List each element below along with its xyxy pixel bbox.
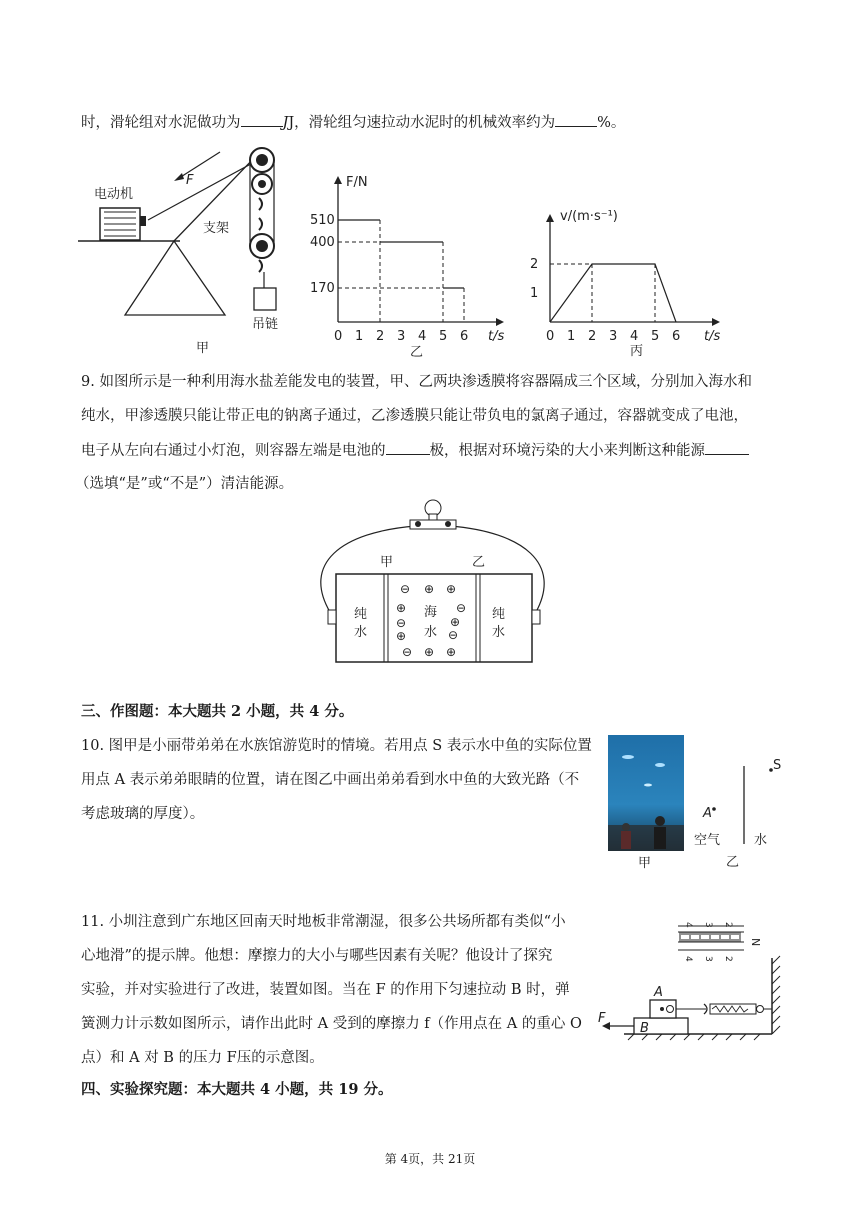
right-water-1: 纯 <box>492 607 506 622</box>
q9-line-3 <box>81 440 749 461</box>
spring-scale-icon <box>710 1004 756 1014</box>
svg-text:2: 2 <box>723 956 733 962</box>
yi-xtick-2: 2 <box>376 329 385 344</box>
left-water-2: 水 <box>354 625 368 640</box>
svg-text:⊖: ⊖ <box>402 645 413 659</box>
q8-text-mid: J，滑轮组匀速拉动水泥时的机械效率约为 <box>288 115 556 131</box>
yi-xtick-0: 0 <box>334 329 343 344</box>
spring-scale-magnified <box>678 922 762 962</box>
q9-blank-clean[interactable] <box>705 440 749 455</box>
svg-text:⊖: ⊖ <box>396 616 407 630</box>
caption-yi-10: 乙 <box>726 855 740 870</box>
svg-text:⊕: ⊕ <box>446 582 457 596</box>
figure-salt-battery <box>300 494 560 670</box>
svg-text:⊖: ⊖ <box>448 628 459 642</box>
svg-text:⊕: ⊕ <box>450 615 461 629</box>
bing-xtick-4: 4 <box>630 329 639 344</box>
bing-ytick-2: 2 <box>530 257 539 272</box>
label-b: B <box>640 1021 649 1036</box>
membrane-yi-label: 乙 <box>472 555 486 570</box>
svg-text:⊕: ⊕ <box>424 645 435 659</box>
label-s: S <box>773 758 782 773</box>
q9-line-2: 纯水，甲渗透膜只能让带正电的钠离子通过，乙渗透膜只能让带负电的氯离子通过，容器就变成了电池， <box>81 408 748 424</box>
yi-ytick-170: 170 <box>310 281 335 296</box>
svg-text:⊖: ⊖ <box>400 582 411 596</box>
svg-text:⊖: ⊖ <box>456 601 467 615</box>
label-f-11: F <box>598 1011 606 1026</box>
q8-blank-work[interactable] <box>241 112 283 127</box>
chart-bing-velocity-time <box>520 200 735 360</box>
bing-xtick-3: 3 <box>609 329 618 344</box>
motor-label: 电动机 <box>94 187 134 202</box>
q9-blank-pole[interactable] <box>386 440 430 455</box>
bing-xtick-2: 2 <box>588 329 597 344</box>
figure-yi-refraction <box>690 740 790 872</box>
bing-xtick-5: 5 <box>651 329 660 344</box>
label-water: 水 <box>754 833 768 848</box>
unit-n: N <box>749 938 762 947</box>
right-water-2: 水 <box>492 625 506 640</box>
q8-text-pre: 时，滑轮组对水泥做功为 <box>81 115 241 131</box>
bing-xtick-6: 6 <box>672 329 681 344</box>
svg-text:4: 4 <box>683 922 693 928</box>
mid-water-2: 水 <box>424 625 438 640</box>
figure-friction-setup <box>594 910 786 1042</box>
page-footer: 第 4页，共 21页 <box>384 1152 476 1166</box>
bing-series-line <box>550 264 676 322</box>
mid-water-1: 海 <box>424 605 438 620</box>
chart-yi-force-time <box>300 162 520 360</box>
q8-blank-efficiency[interactable] <box>555 112 597 127</box>
yi-xtick-4: 4 <box>418 329 427 344</box>
bing-xtick-0: 0 <box>546 329 555 344</box>
photo-caption-jia: 甲 <box>638 856 652 870</box>
yi-xtick-3: 3 <box>397 329 406 344</box>
q9-line-4: （选填“是”或“不是”）清洁能源。 <box>75 476 294 492</box>
yi-ylabel: F/N <box>346 175 368 190</box>
svg-text:3: 3 <box>703 922 713 928</box>
yi-xtick-5: 5 <box>439 329 448 344</box>
q11-line-4: 簧测力计示数如图所示，请作出此时 A 受到的摩擦力 f（作用点在 A 的重心 O <box>81 1016 582 1032</box>
svg-text:3: 3 <box>703 956 713 962</box>
center-o <box>660 1007 664 1011</box>
yi-xlabel: t/s <box>488 329 505 344</box>
q11-line-2: 心地滑”的提示牌。他想：摩擦力的大小与哪些因素有关呢？他设计了探究 <box>81 948 553 964</box>
svg-text:⊕: ⊕ <box>424 582 435 596</box>
q11-line-5: 点）和 A 对 B 的压力 F压的示意图。 <box>81 1050 324 1066</box>
svg-text:⊕: ⊕ <box>446 645 457 659</box>
section-4-heading: 四、实验探究题：本大题共 4 小题，共 19 分。 <box>81 1081 393 1098</box>
figure-jia-pulley <box>70 140 310 360</box>
point-a <box>712 807 716 811</box>
q9-line-1: 9. 如图所示是一种利用海水盐差能发电的装置，甲、乙两块渗透膜将容器隔成三个区域，分别加入海水和 <box>81 374 752 390</box>
q8-tail-line <box>81 112 625 133</box>
yi-xtick-1: 1 <box>355 329 364 344</box>
bing-ylabel: v/(m·s⁻¹) <box>560 209 618 224</box>
q8-unit-j: J <box>282 115 289 131</box>
q10-line-2: 用点 A 表示弟弟眼睛的位置，请在图乙中画出弟弟看到水中鱼的大致光路（不 <box>81 772 580 788</box>
caption-yi: 乙 <box>410 345 424 360</box>
label-a-11: A <box>654 985 663 1000</box>
figure-aquarium-photo <box>608 735 688 870</box>
left-water-1: 纯 <box>354 607 368 622</box>
label-air: 空气 <box>694 833 721 848</box>
chain-label: 吊链 <box>252 317 279 332</box>
caption-jia: 甲 <box>196 341 210 356</box>
svg-text:⊕: ⊕ <box>396 601 407 615</box>
cement-block <box>254 288 276 310</box>
svg-text:2: 2 <box>723 922 733 928</box>
yi-xtick-6: 6 <box>460 329 469 344</box>
section-3-heading: 三、作图题：本大题共 2 小题，共 4 分。 <box>81 703 354 720</box>
q11-line-3: 实验，并对实验进行了改进，装置如图。当在 F 的作用下匀速拉动 B 时，弹 <box>81 982 570 998</box>
q10-line-1: 10. 图甲是小丽带弟弟在水族馆游览时的情境。若用点 S 表示水中鱼的实际位置 <box>81 738 592 754</box>
bing-ytick-1: 1 <box>530 286 539 301</box>
bing-xlabel: t/s <box>704 329 721 344</box>
frame-label: 支架 <box>203 221 230 236</box>
svg-text:⊕: ⊕ <box>396 629 407 643</box>
bing-xtick-1: 1 <box>567 329 576 344</box>
q9-text-3b: 极，根据对环境污染的大小来判断这种能源 <box>429 443 705 459</box>
force-f-label: F <box>186 173 194 188</box>
caption-bing: 丙 <box>630 344 644 359</box>
yi-ytick-510: 510 <box>310 213 335 228</box>
membrane-jia-label: 甲 <box>380 555 394 570</box>
label-a: A <box>703 806 712 821</box>
svg-text:4: 4 <box>683 956 693 962</box>
q10-line-3: 考虑玻璃的厚度）。 <box>81 806 205 822</box>
yi-ytick-400: 400 <box>310 235 335 250</box>
q9-text-3a: 电子从左向右通过小灯泡，则容器左端是电池的 <box>81 443 386 459</box>
q11-line-1: 11. 小圳注意到广东地区回南天时地板非常潮湿，很多公共场所都有类似“小 <box>81 914 566 930</box>
q8-text-post: %。 <box>597 115 626 131</box>
